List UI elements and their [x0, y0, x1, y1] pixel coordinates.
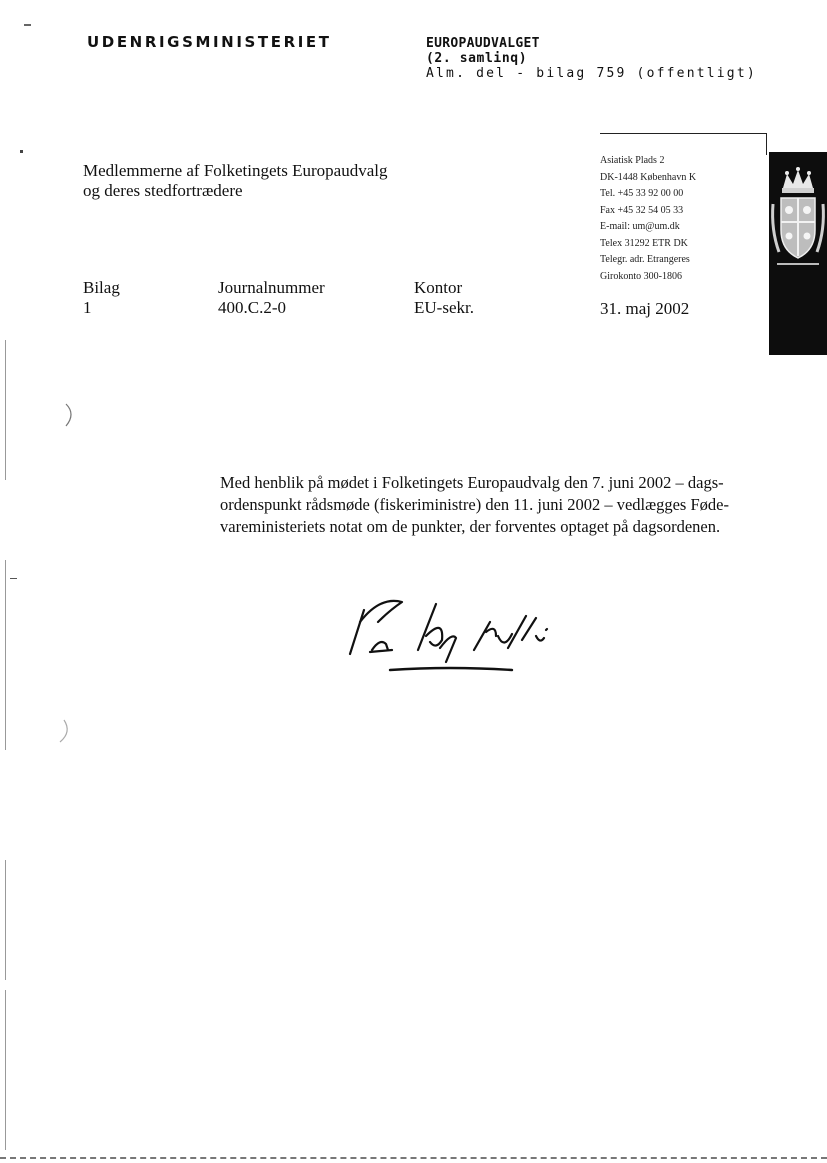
journal-value: 400.C.2-0 [218, 298, 286, 317]
scan-speck [20, 150, 23, 153]
body-line-3: vareministeriets notat om de punkter, der forventes optaget på dagsordenen. [220, 517, 721, 536]
address-rule [600, 133, 766, 134]
scan-bottom-edge [0, 1157, 827, 1159]
journal-label: Journalnummer [218, 278, 325, 297]
scan-edge-mark [5, 990, 6, 1150]
address-rule-vertical [766, 133, 767, 155]
address-line: Asiatisk Plads 2 [600, 155, 665, 166]
bilag-value: 1 [83, 298, 92, 317]
address-line: Fax +45 32 54 05 33 [600, 204, 684, 216]
committee-stamp [426, 36, 757, 81]
scan-speck [24, 24, 31, 26]
office-value: EU-sekr. [414, 298, 474, 317]
address-line: E-mail: um@um.dk [600, 221, 680, 232]
crest-band [769, 152, 827, 355]
body-line-1: Med henblik på mødet i Folketingets Europaudvalg den 7. juni 2002 – dags- [220, 473, 724, 492]
address-line: DK-1448 København K [600, 171, 697, 183]
recipient-line-2: og deres stedfortrædere [83, 181, 243, 200]
handwritten-signature [340, 592, 570, 682]
scan-edge-mark [5, 860, 6, 980]
recipient-block [83, 161, 388, 201]
bilag-label: Bilag [83, 278, 120, 297]
scan-hole-mark [58, 718, 74, 744]
royal-crest-icon [769, 160, 827, 280]
letter-date: 31. maj 2002 [600, 299, 690, 318]
scan-hole-mark [62, 402, 78, 428]
stamp-session: (2. samlinq) [426, 51, 528, 66]
address-line: Telegr. adr. Etrangeres [600, 254, 690, 265]
scan-edge-mark [5, 560, 6, 750]
scan-speck [10, 578, 17, 579]
scan-edge-mark [5, 340, 6, 480]
address-line: Girokonto 300-1806 [600, 270, 682, 282]
stamp-committee: EUROPAUDVALGET [426, 36, 540, 51]
stamp-annex: Alm. del - bilag 759 (offentligt) [426, 66, 757, 81]
letter-body [220, 472, 760, 538]
body-line-2: ordenspunkt rådsmøde (fiskeriministre) den 11. juni 2002 – vedlægges Føde- [220, 495, 729, 514]
recipient-line-1: Medlemmerne af Folketingets Europaudvalg [83, 161, 388, 180]
ministry-name: UDENRIGSMINISTERIET [87, 33, 332, 51]
sender-address [600, 153, 696, 285]
address-line: Telex 31292 ETR DK [600, 237, 688, 249]
address-line: Tel. +45 33 92 00 00 [600, 188, 684, 199]
office-label: Kontor [414, 278, 463, 297]
